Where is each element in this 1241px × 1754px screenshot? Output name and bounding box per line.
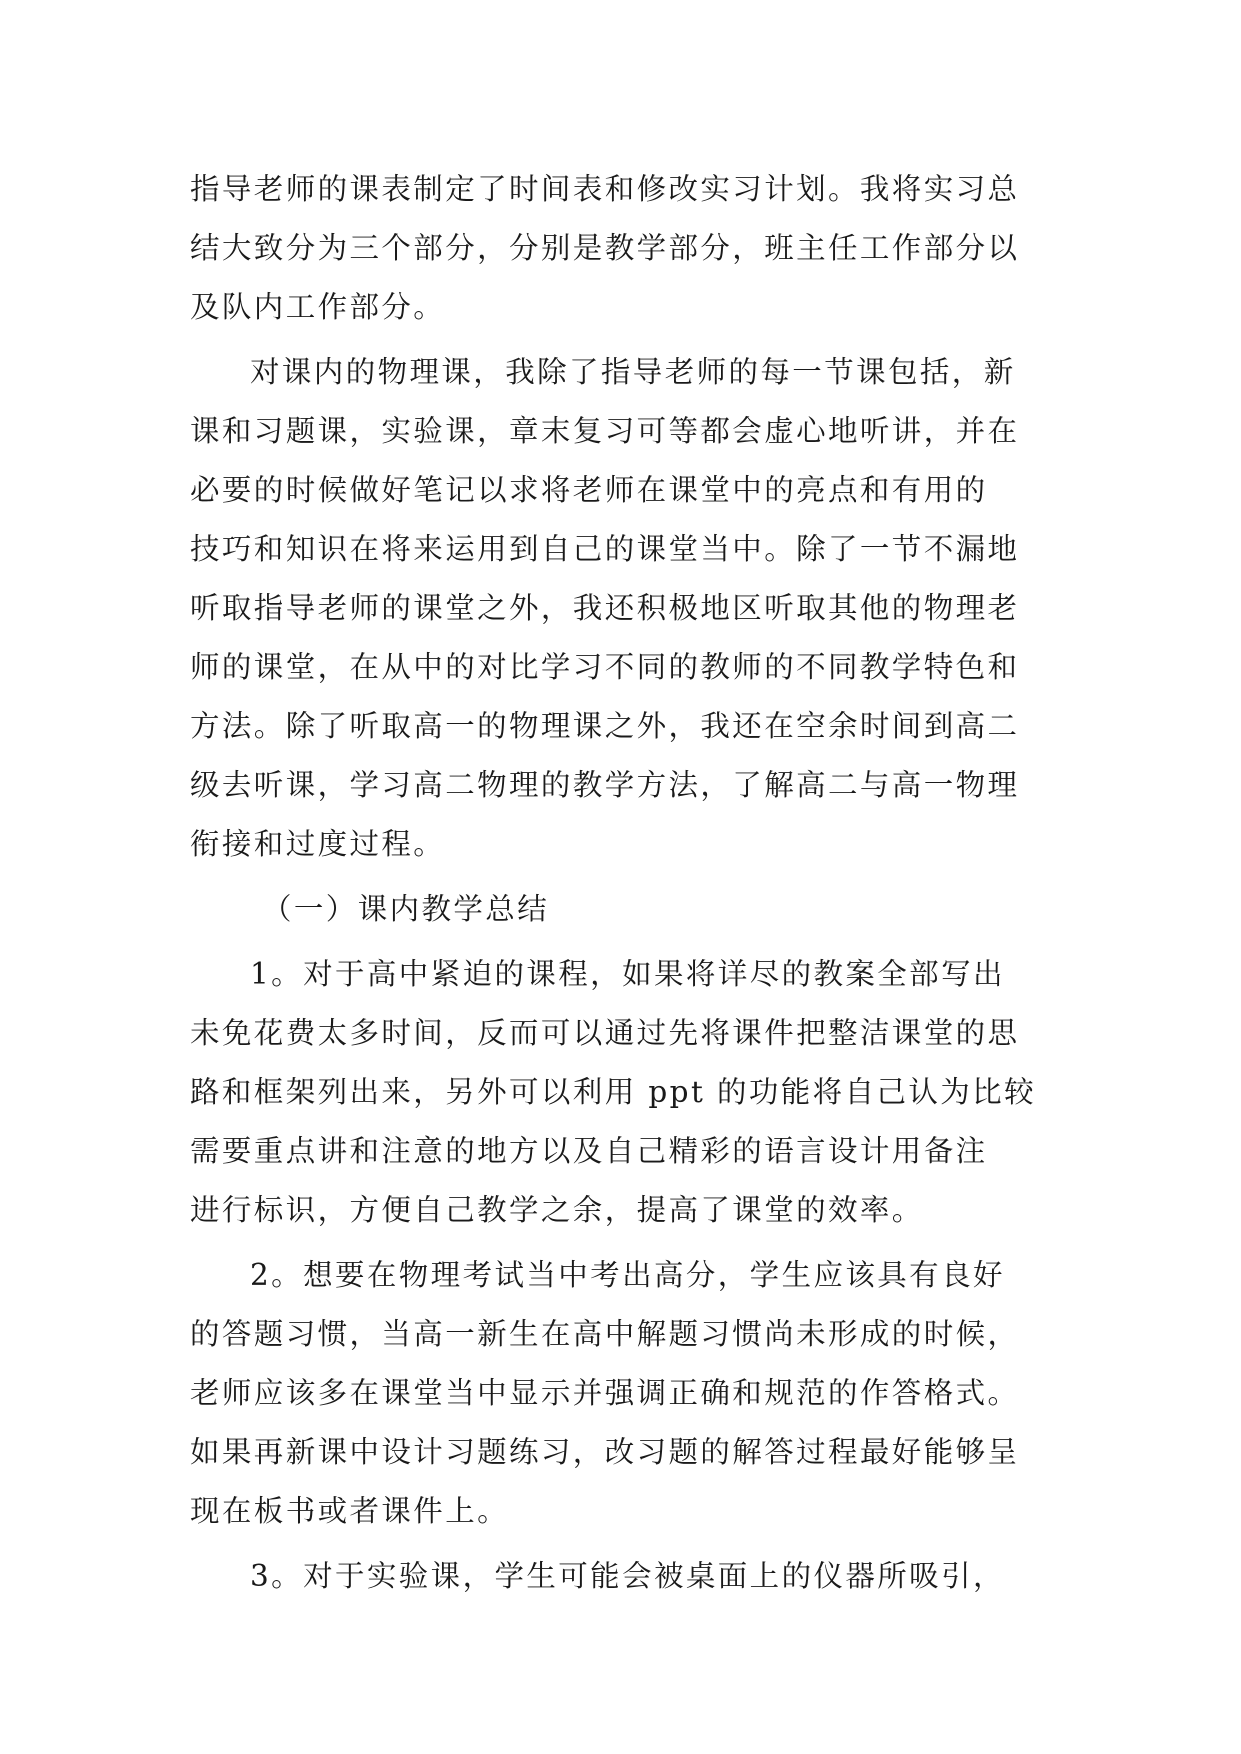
text-line: 现在板书或者课件上。 [190,1494,510,1528]
text-line: 师的课堂，在从中的对比学习不同的教师的不同教学特色和 [190,650,1020,684]
section-heading [190,880,1070,939]
text-line: 听取指导老师的课堂之外，我还积极地区听取其他的物理老 [190,591,1020,625]
paragraph-item-2 [190,1246,1070,1541]
text-line: 如果再新课中设计习题练习，改习题的解答过程最好能够呈 [190,1435,1020,1469]
text-line: 1。对于高中紧迫的课程，如果将详尽的教案全部写出 [250,957,1005,991]
text-line: 级去听课，学习高二物理的教学方法，了解高二与高一物理 [190,768,1020,802]
text-line: 进行标识，方便自己教学之余，提高了课堂的效率。 [190,1193,924,1227]
text-line: 及队内工作部分。 [190,290,446,324]
text-line: 衔接和过度过程。 [190,827,446,861]
text-line: 3。对于实验课，学生可能会被桌面上的仪器所吸引， [250,1559,1005,1593]
text-line: 课和习题课，实验课，章末复习可等都会虚心地听讲，并在 [190,414,1020,448]
paragraph-physics-class [190,343,1070,874]
text-line: 必要的时候做好笔记以求将老师在课堂中的亮点和有用的 [190,473,988,507]
text-line: 指导老师的课表制定了时间表和修改实习计划。我将实习总 [190,172,1020,206]
text-line: 未免花费太多时间，反而可以通过先将课件把整洁课堂的思 [190,1016,1020,1050]
text-line: 2。想要在物理考试当中考出高分，学生应该具有良好 [250,1258,1005,1292]
paragraph-item-1 [190,945,1070,1240]
text-line: 路和框架列出来，另外可以利用 ppt 的功能将自己认为比较 [190,1075,1036,1109]
text-line: 方法。除了听取高一的物理课之外，我还在空余时间到高二 [190,709,1020,743]
text-line: 需要重点讲和注意的地方以及自己精彩的语言设计用备注 [190,1134,988,1168]
paragraph-item-3 [190,1547,1070,1606]
paragraph-intro [190,160,1070,337]
heading-line: （一）课内教学总结 [262,892,550,926]
document-body [190,160,1070,1612]
text-line: 结大致分为三个部分，分别是教学部分，班主任工作部分以 [190,231,1020,265]
text-line: 老师应该多在课堂当中显示并强调正确和规范的作答格式。 [190,1376,1020,1410]
text-line: 的答题习惯，当高一新生在高中解题习惯尚未形成的时候， [190,1317,1020,1351]
text-line: 对课内的物理课，我除了指导老师的每一节课包括，新 [250,355,1016,389]
text-line: 技巧和知识在将来运用到自己的课堂当中。除了一节不漏地 [190,532,1020,566]
